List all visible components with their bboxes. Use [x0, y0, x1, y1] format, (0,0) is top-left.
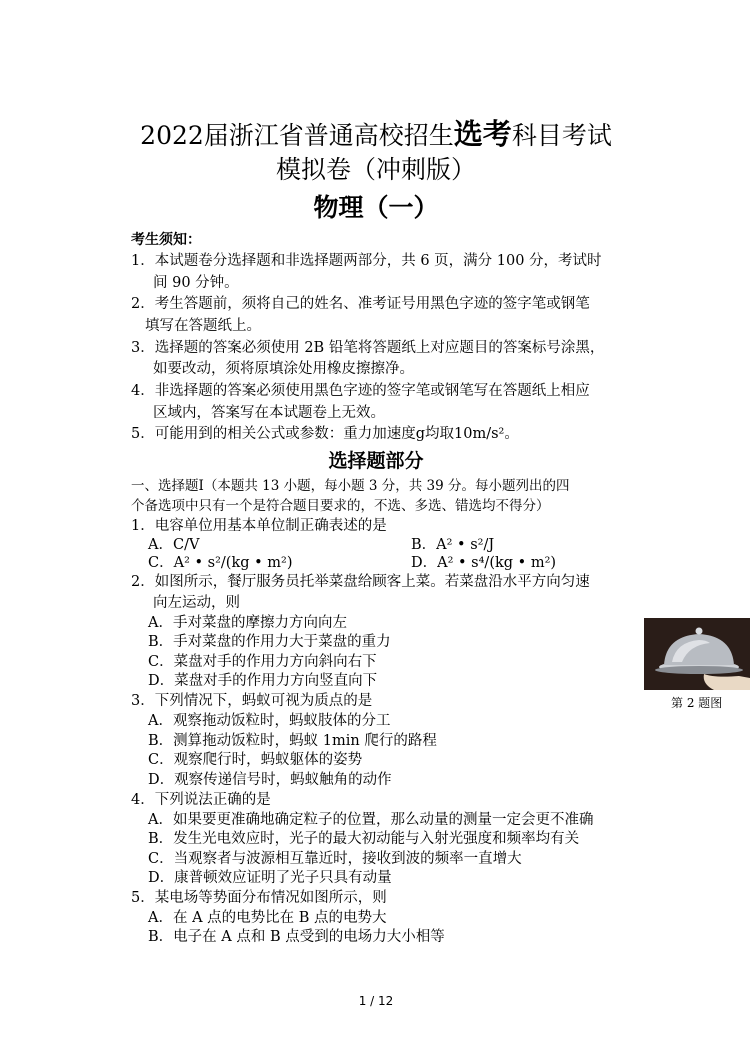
option-a: A．在 A 点的电势比在 B 点的电势大 [148, 910, 387, 926]
option-a: A．手对菜盘的摩擦力方向向左 [148, 615, 347, 631]
title-part: 科目考试 [511, 121, 612, 150]
notice-line: 如要改动，须将原填涂处用橡皮擦擦净。 [153, 361, 414, 377]
title-emphasis: 选考 [453, 117, 512, 151]
option-a: A．C/V [148, 537, 200, 553]
option-c: C．观察爬行时，蚂蚁躯体的姿势 [148, 752, 363, 768]
notice-line: 5．可能用到的相关公式或参数：重力加速度g均取10m/s²。 [131, 426, 519, 442]
question-stem: 向左运动，则 [153, 595, 240, 611]
notice-line: 1．本试题卷分选择题和非选择题两部分，共 6 页，满分 100 分，考试时 [131, 253, 602, 269]
option-d: D．观察传递信号时，蚂蚁触角的动作 [148, 772, 392, 788]
figure-caption: 第 2 题图 [671, 696, 723, 710]
exam-subtitle: 模拟卷（冲刺版） [275, 155, 476, 184]
notice-line: 2．考生答题前，须将自己的姓名、准考证号用黑色字迹的签字笔或钢笔 [131, 296, 590, 312]
notice-heading: 考生须知： [131, 232, 201, 248]
option-c: C．菜盘对手的作用力方向斜向右下 [148, 654, 377, 670]
notice-line: 区域内，答案写在本试题卷上无效。 [153, 405, 385, 421]
exam-title [0, 112, 752, 153]
notice-line: 间 90 分钟。 [153, 275, 239, 291]
option-d: D．A² • s⁴/(kg • m²) [411, 555, 557, 571]
option-d: D．菜盘对手的作用力方向竖直向下 [148, 673, 378, 689]
subject-title: 物理（一） [313, 193, 439, 222]
option-a: A．观察拖动饭粒时，蚂蚁肢体的分工 [148, 713, 391, 729]
notice-line: 3．选择题的答案必须使用 2B 铅笔将答题纸上对应题目的答案标号涂黑， [131, 340, 605, 356]
option-c: C．A² • s²/(kg • m²) [148, 555, 293, 571]
option-a: A．如果要更准确地确定粒子的位置，那么动量的测量一定会更不准确 [148, 812, 594, 828]
section-title: 选择题部分 [328, 450, 424, 472]
option-b: B．电子在 A 点和 B 点受到的电场力大小相等 [148, 929, 445, 945]
page-number: 1 / 12 [358, 994, 394, 1008]
title-part: 2022届浙江省普通高校招生 [140, 121, 454, 150]
option-b: B．发生光电效应时，光子的最大初动能与入射光强度和频率均有关 [148, 831, 580, 847]
cloche-illustration [644, 618, 750, 690]
question-stem: 5．某电场等势面分布情况如图所示，则 [131, 890, 387, 906]
section-intro: 个备选项中只有一个是符合题目要求的，不选、多选、错选均不得分） [131, 498, 550, 514]
question-stem: 4．下列说法正确的是 [131, 792, 271, 808]
notice-line: 填写在答题纸上。 [145, 318, 261, 334]
question-2-photo [644, 618, 750, 690]
option-b: B．A² • s²/J [411, 537, 495, 553]
question-stem: 1．电容单位用基本单位制正确表述的是 [131, 518, 387, 534]
question-stem: 3．下列情况下，蚂蚁可视为质点的是 [131, 693, 373, 709]
section-intro: 一、选择题Ⅰ（本题共 13 小题，每小题 3 分，共 39 分。每小题列出的四 [131, 478, 570, 494]
notice-line: 4．非选择题的答案必须使用黑色字迹的签字笔或钢笔写在答题纸上相应 [131, 383, 590, 399]
question-stem: 2．如图所示，餐厅服务员托举菜盘给顾客上菜。若菜盘沿水平方向匀速 [131, 574, 590, 590]
option-b: B．测算拖动饭粒时，蚂蚁 1min 爬行的路程 [148, 733, 437, 749]
option-c: C．当观察者与波源相互靠近时，接收到波的频率一直增大 [148, 851, 522, 867]
option-d: D．康普顿效应证明了光子只具有动量 [148, 870, 392, 886]
option-b: B．手对菜盘的作用力大于菜盘的重力 [148, 634, 391, 650]
